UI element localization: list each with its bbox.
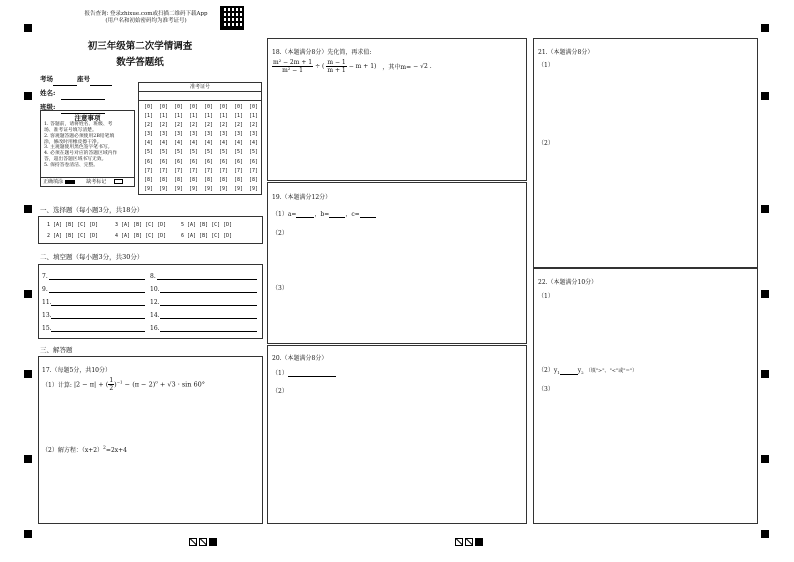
exam-id-bubble[interactable]: [4]	[173, 140, 184, 147]
fill-label-11: 11.	[42, 299, 52, 306]
fill-label-8: 8.	[150, 273, 156, 280]
corner-mark-bl	[24, 530, 32, 538]
side-mark	[24, 455, 32, 463]
fill-line-12[interactable]	[160, 305, 257, 306]
q22-part1: （1）	[538, 293, 554, 300]
instruction-line: 答，超出答题区域书写无效。	[44, 157, 107, 163]
q19-part2: （2）	[272, 230, 288, 237]
q19-answer-box[interactable]	[267, 182, 527, 344]
exam-id-bubble[interactable]: [3]	[248, 131, 259, 138]
exam-id-bubble[interactable]: [4]	[203, 140, 214, 147]
correct-fill-sample	[65, 180, 75, 184]
q17-part1-label: （1）计算:	[42, 382, 72, 389]
exam-id-bubble[interactable]: [2]	[188, 122, 199, 129]
exam-id-bubble[interactable]: [8]	[158, 176, 169, 183]
q21-part2: （2）	[538, 140, 554, 147]
exam-id-bubble[interactable]: [0]	[233, 104, 244, 110]
q17-head: 17.（每题5分，共10分）	[42, 367, 111, 374]
exam-id-digit-column[interactable]	[156, 103, 171, 194]
section1-answer-box	[38, 216, 263, 244]
instruction-line: 5. 保持答卷清洁、完整。	[44, 162, 99, 168]
q19-b-label: ，b=	[314, 211, 330, 218]
fill-label-12: 12.	[150, 299, 160, 306]
q19-head: 19.（本题满分12分）	[272, 194, 332, 201]
exam-id-bubble[interactable]: [5]	[158, 149, 169, 156]
exam-id-bubble[interactable]: [7]	[248, 167, 259, 174]
exam-id-bubble[interactable]: [8]	[233, 176, 244, 183]
exam-id-bubble[interactable]: [0]	[158, 104, 169, 110]
exam-id-bubble[interactable]: [6]	[218, 158, 229, 165]
fill-label-10: 10.	[150, 286, 160, 293]
exam-id-digit-column[interactable]	[141, 103, 156, 194]
q22-part2-y1: （2）y	[538, 367, 558, 374]
q17-part1	[42, 377, 205, 392]
fill-label-13: 13.	[42, 312, 52, 319]
q19-part3: （3）	[272, 285, 288, 292]
exam-id-digit-column[interactable]	[171, 103, 186, 194]
filled-square-icon	[209, 538, 217, 546]
exam-id-bubble[interactable]: [9]	[233, 185, 244, 192]
exam-id-digit-column[interactable]	[186, 103, 201, 194]
q20-part1-label: （1）	[272, 370, 288, 377]
fill-line-10[interactable]	[160, 292, 257, 293]
filled-square-icon	[475, 538, 483, 546]
exam-id-bubble[interactable]: [1]	[143, 113, 154, 120]
exam-id-bubble[interactable]: [3]	[233, 131, 244, 138]
q20-head: 20.（本题满分8分）	[272, 355, 328, 362]
name-field[interactable]	[61, 92, 105, 100]
q17-answer-box[interactable]	[38, 356, 263, 524]
exam-id-bubble[interactable]: [1]	[218, 113, 229, 120]
exam-id-bubble[interactable]: [1]	[158, 113, 169, 120]
exam-id-bubble[interactable]: [0]	[218, 104, 229, 110]
side-mark	[761, 205, 769, 213]
exam-id-bubble[interactable]: [2]	[233, 122, 244, 129]
exam-id-bubble[interactable]: [6]	[203, 158, 214, 165]
exam-id-bubble[interactable]: [2]	[218, 122, 229, 129]
q18-expression: $\frac{\text{m² − 2m + 1}}{\text{m² − 1}}$ ÷ ( $\frac{m - 1}{m + 1}$ − m + 1) ，其中m= − √2 .	[273, 59, 432, 74]
q17-part2	[42, 445, 127, 454]
instructions-box	[40, 110, 135, 187]
fill-line-11[interactable]	[51, 305, 145, 306]
fill-line-14[interactable]	[160, 318, 257, 319]
exam-id-bubble[interactable]: [9]	[203, 185, 214, 192]
fill-line-15[interactable]	[51, 331, 145, 332]
exam-id-bubble[interactable]: [9]	[188, 185, 199, 192]
choice-q3[interactable]: 3 [A] [B] [C] [D]	[115, 222, 167, 228]
q19-a-field[interactable]	[296, 210, 314, 218]
choice-q1[interactable]: 1 [A] [B] [C] [D]	[47, 222, 99, 228]
q18-answer-box[interactable]	[267, 38, 527, 181]
q22-compare-field[interactable]	[560, 367, 578, 375]
q17-part1-formula: |2 − π| + ( $\frac{1}{2}$ )$^{-1} - (\pi - 2)^0 + √3 \cdot \sin 60^\circ$	[73, 377, 206, 392]
exam-id-bubble[interactable]: [5]	[248, 149, 259, 156]
exam-id-bubble[interactable]: [4]	[158, 140, 169, 147]
fill-line-7[interactable]	[49, 279, 145, 280]
exam-id-bubble[interactable]: [3]	[188, 131, 199, 138]
exam-id-bubble[interactable]: [8]	[173, 176, 184, 183]
exam-id-bubble[interactable]: [5]	[218, 149, 229, 156]
exam-id-bubble[interactable]: [5]	[173, 149, 184, 156]
exam-id-bubble[interactable]: [0]	[173, 104, 184, 110]
exam-id-digit-column[interactable]	[201, 103, 216, 194]
q19-a-label: （1）a=	[272, 211, 297, 218]
exam-id-bubble[interactable]: [7]	[158, 167, 169, 174]
notice-line1: 报告查询: 登录zhixue.com或扫描二维码下载App	[84, 11, 208, 17]
exam-id-bubble[interactable]: [7]	[218, 167, 229, 174]
q17-part2-exp: 2	[103, 446, 106, 451]
exam-id-bubble[interactable]: [7]	[203, 167, 214, 174]
exam-title: 初三年级第二次学情调查	[87, 41, 193, 52]
exam-id-bubble[interactable]: [6]	[233, 158, 244, 165]
side-mark	[24, 205, 32, 213]
fill-line-9[interactable]	[49, 292, 145, 293]
exam-id-bubble[interactable]: [3]	[218, 131, 229, 138]
q22-answer-box[interactable]	[533, 268, 758, 524]
exam-id-bubble[interactable]: [9]	[173, 185, 184, 192]
exam-id-bubble[interactable]: [0]	[248, 104, 259, 110]
side-mark	[761, 290, 769, 298]
q21-part1: （1）	[538, 62, 554, 69]
exam-id-bubble[interactable]: [1]	[188, 113, 199, 120]
choice-q6[interactable]: 6 [A] [B] [C] [D]	[181, 233, 233, 239]
instruction-line: 1. 答题前，请将姓名、班级、考	[44, 122, 113, 127]
fill-line-8[interactable]	[157, 279, 257, 280]
exam-id-bubble[interactable]: [6]	[173, 158, 184, 165]
qr-code-icon	[220, 6, 244, 30]
exam-id-bubble[interactable]: [8]	[188, 176, 199, 183]
exam-id-bubble[interactable]: [4]	[248, 140, 259, 147]
q19-part1	[272, 209, 376, 218]
q19-c-field[interactable]	[360, 210, 376, 218]
exam-id-digit-column[interactable]	[246, 103, 261, 194]
fill-label-7: 7.	[42, 273, 48, 280]
q19-b-field[interactable]	[329, 210, 345, 218]
room-field[interactable]	[53, 78, 77, 86]
side-mark	[24, 290, 32, 298]
corner-mark-br	[761, 530, 769, 538]
exam-id-bubble[interactable]: [7]	[173, 167, 184, 174]
fill-line-13[interactable]	[51, 318, 145, 319]
q17-part2-rhs: =2x+4	[105, 447, 127, 454]
q22-part3: （3）	[538, 386, 554, 393]
exam-id-bubble[interactable]: [1]	[203, 113, 214, 120]
exam-id-bubble[interactable]: [4]	[188, 140, 199, 147]
exam-id-bubble[interactable]: [6]	[143, 158, 154, 165]
q21-answer-box[interactable]	[533, 38, 758, 268]
exam-id-bubble[interactable]: [9]	[158, 185, 169, 192]
exam-id-bubble[interactable]: [3]	[203, 131, 214, 138]
fill-label-16: 16.	[150, 325, 160, 332]
q19-c-label: ，c=	[345, 211, 360, 218]
exam-id-bubble[interactable]: [3]	[158, 131, 169, 138]
q18-value: √2	[420, 63, 428, 70]
exam-id-bubble[interactable]: [8]	[143, 176, 154, 183]
side-mark	[761, 370, 769, 378]
exam-id-bubble[interactable]: [6]	[158, 158, 169, 165]
side-mark	[24, 92, 32, 100]
exam-id-bubble[interactable]: [0]	[188, 104, 199, 110]
instruction-line: 3. 主观题使用黑色签字笔书写。	[44, 145, 113, 151]
q22-part2: $(2)y_1$ $y_2$ （填">"、"<"或"="）	[538, 367, 638, 376]
q22-part2-hint: （填">"、"<"或"="）	[585, 368, 638, 374]
exam-id-bubble[interactable]: [7]	[143, 167, 154, 174]
exam-id-bubble[interactable]: [9]	[248, 185, 259, 192]
exam-id-bubble[interactable]: [3]	[173, 131, 184, 138]
q20-part2: （2）	[272, 388, 288, 395]
exam-id-bubble[interactable]: [8]	[248, 176, 259, 183]
side-mark	[761, 455, 769, 463]
page-title	[80, 38, 200, 68]
room-label: 考场	[40, 75, 53, 83]
corner-mark-tr	[761, 24, 769, 32]
section2-title: 二、填空题（每小题3分，共30分）	[40, 253, 144, 261]
exam-id-digit-column[interactable]	[216, 103, 231, 194]
missing-mark-box[interactable]	[114, 179, 123, 184]
q22-part2-y2: y	[577, 367, 582, 374]
choice-q5[interactable]: 5 [A] [B] [C] [D]	[181, 222, 233, 228]
corner-mark-tl	[24, 24, 32, 32]
exam-id-bubble[interactable]: [5]	[233, 149, 244, 156]
exam-id-bubble[interactable]: [0]	[203, 104, 214, 110]
q18-tail2: .	[429, 63, 432, 70]
exam-id-bubble[interactable]: [9]	[143, 185, 154, 192]
exam-id-bubble[interactable]: [9]	[218, 185, 229, 192]
section3-title: 三、解答题	[40, 346, 73, 354]
exam-id-bubble[interactable]: [2]	[158, 122, 169, 129]
exam-id-bubble[interactable]: [2]	[248, 122, 259, 129]
exam-id-bubble[interactable]: [2]	[143, 122, 154, 129]
q17-part2-label: （2）解方程：（x+2）	[42, 447, 104, 454]
exam-id-bubble[interactable]: [8]	[203, 176, 214, 183]
exam-id-bubble[interactable]: [4]	[218, 140, 229, 147]
exam-id-bubble[interactable]: [6]	[248, 158, 259, 165]
exam-id-bubble[interactable]: [6]	[188, 158, 199, 165]
q18-tail: ，其中m=	[382, 64, 412, 71]
instruction-line: 4. 必须在题号对应的答题区域内作	[44, 151, 118, 157]
q22-head: 22.（本题满分10分）	[538, 279, 598, 286]
exam-id-bubble[interactable]: [2]	[173, 122, 184, 129]
instruction-line: 场、准考证号填写清楚。	[44, 127, 97, 133]
instructions-list	[44, 122, 131, 169]
instruction-line: 涂，修改时用橡皮擦干净。	[44, 139, 102, 145]
exam-id-bubble[interactable]: [1]	[173, 113, 184, 120]
fill-label-15: 15.	[42, 325, 52, 332]
exam-id-bubble[interactable]: [0]	[143, 104, 154, 110]
missing-mark-label: 缺考标记	[86, 179, 107, 185]
exam-id-title: 准考证号	[139, 83, 261, 92]
page-mark-left	[189, 531, 217, 550]
exam-id-bubble[interactable]: [2]	[203, 122, 214, 129]
correct-fill-label: 正确填涂	[43, 179, 64, 185]
cross-box-icon	[189, 538, 197, 546]
exam-id-bubbles[interactable]	[141, 103, 261, 193]
cross-box-icon	[465, 538, 473, 546]
exam-id-bubble[interactable]: [4]	[143, 140, 154, 147]
q20-answer-box[interactable]	[267, 345, 527, 524]
choice-q4[interactable]: 4 [A] [B] [C] [D]	[115, 233, 167, 239]
answer-sheet-subtitle: 数学答题纸	[116, 57, 164, 68]
fill-label-14: 14.	[150, 312, 160, 319]
exam-id-digit-column[interactable]	[231, 103, 246, 194]
q18-head: 18.（本题满分8分）先化简，再求值:	[272, 49, 372, 56]
student-info	[40, 72, 112, 114]
exam-id-bubble[interactable]: [4]	[233, 140, 244, 147]
instructions-title: 注意事项	[74, 114, 101, 122]
fill-legend	[40, 177, 135, 187]
exam-id-write-row[interactable]	[139, 92, 261, 101]
exam-id-bubble[interactable]: [7]	[188, 167, 199, 174]
q20-part1-field[interactable]	[288, 369, 336, 377]
seat-field[interactable]	[90, 78, 112, 86]
report-notice	[76, 11, 216, 25]
section1-title: 一、选择题（每小题3分，共18分）	[40, 206, 144, 214]
exam-id-bubble[interactable]: [3]	[143, 131, 154, 138]
exam-id-bubble[interactable]: [8]	[218, 176, 229, 183]
exam-id-bubble[interactable]: [5]	[188, 149, 199, 156]
cross-box-icon	[199, 538, 207, 546]
q21-head: 21.（本题满分8分）	[538, 49, 594, 56]
side-mark	[761, 92, 769, 100]
choice-q2[interactable]: 2 [A] [B] [C] [D]	[47, 233, 99, 239]
class-label: 班级:	[40, 103, 56, 111]
exam-id-bubble[interactable]: [5]	[143, 149, 154, 156]
exam-id-bubble[interactable]: [1]	[233, 113, 244, 120]
cross-box-icon	[455, 538, 463, 546]
exam-id-bubble[interactable]: [1]	[248, 113, 259, 120]
exam-id-bubble[interactable]: [7]	[233, 167, 244, 174]
instruction-line: 2. 客观题答题必须使用2B铅笔填	[44, 133, 115, 139]
fill-line-16[interactable]	[160, 331, 257, 332]
page-mark-right	[455, 531, 483, 550]
seat-label: 座号	[77, 75, 90, 83]
section2-answer-box	[38, 264, 263, 339]
side-mark	[24, 370, 32, 378]
q20-part1	[272, 368, 336, 377]
notice-line2: (用户名和初始密码均为准考证号)	[105, 17, 187, 24]
exam-id-bubble[interactable]: [5]	[203, 149, 214, 156]
exam-id-grid	[138, 82, 262, 195]
name-label: 姓名:	[40, 89, 56, 97]
fill-label-9: 9.	[42, 286, 48, 293]
